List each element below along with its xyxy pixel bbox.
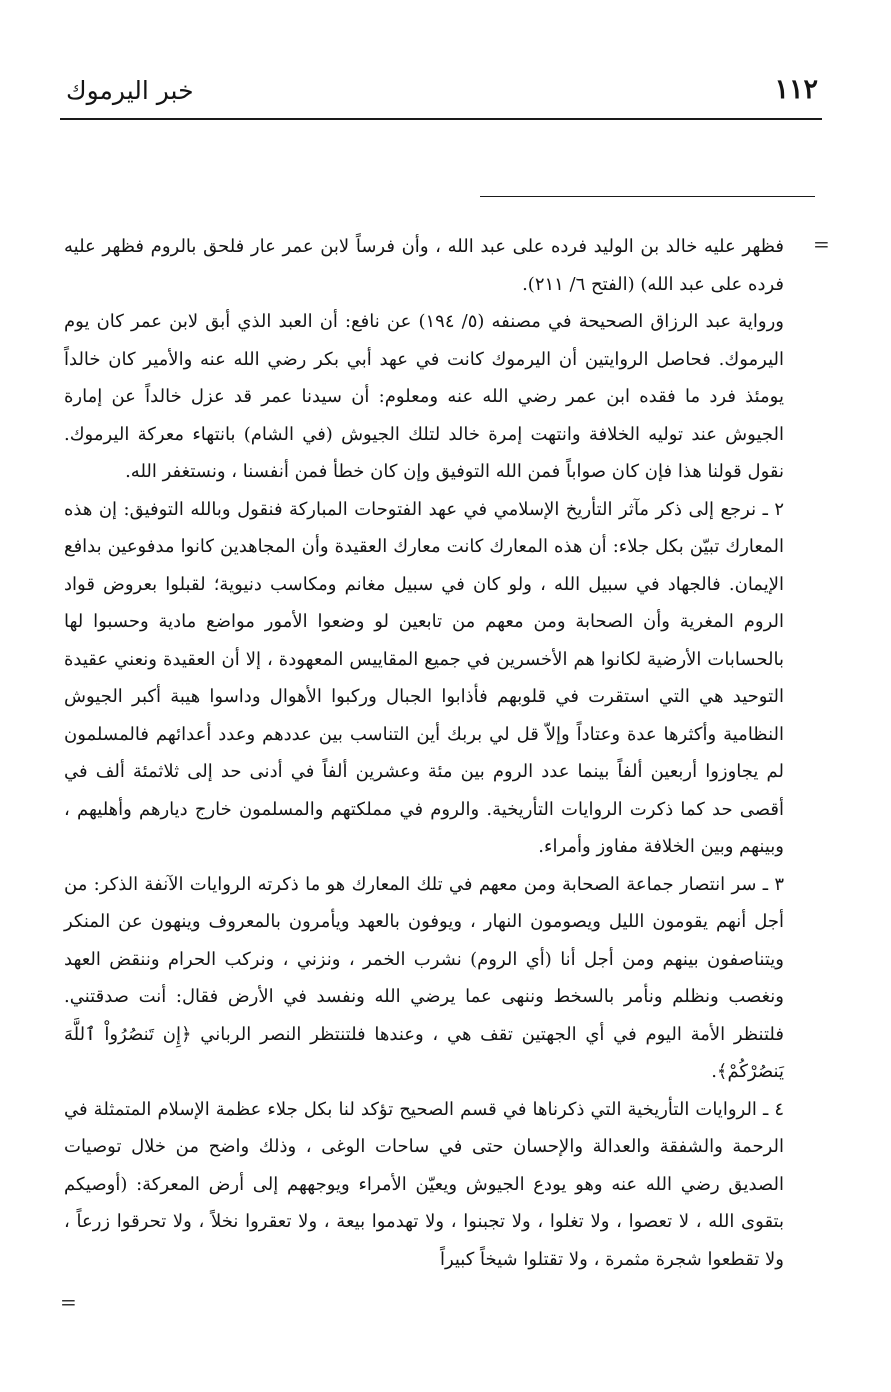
paragraph-point-2: ٢ ـ نرجع إلى ذكر مآثر التأريخ الإسلامي في عهد الفتوحات المباركة فنقول وبالله التوفيق: إن هذه المعارك تبيّن بكل جلاء: أن هذه المعارك كانت معارك العقيدة وأن المجاهدين كانوا مدفوعين بدافع الإيمان. فالجهاد في سبيل الله ، ولو كان في سبيل مغانم ومكاسب دنيوية؛ لقبلوا بعروض قواد الروم المغرية وأن الصحابة ومن معهم من تابعين لو وضعوا الأمور مواضع مادية وحسبوا لها بالحسابات الأرضية لكانوا هم الأخسرين في جميع المقاييس المعهودة ، إلا أن العقيدة ونعني عقيدة التوحيد هي التي استقرت في قلوبهم فأذابوا الجبال وركبوا الأهوال وداسوا هيبة أكبر الجيوش النظامية وأكثرها عدة وعتاداً وإلاّ قل لي بربك أين التناسب بين عددهم وعدد أعدائهم فالمسلمون لم يجاوزوا أربعين ألفاً بينما عدد الروم بين مئة وعشرين ألفاً في أدنى حد إلى ثلاثمئة ألف في أقصى حد كما ذكرت الروايات التأريخية. والروم في مملكتهم والمسلمون خارج ديارهم وأهليهم ، وبينهم وبين الخلافة مفاوز وأمراء. [64,498,784,857]
continuation-mark-top: = [813,232,830,256]
paragraph-abdulrazzaq-narration: ورواية عبد الرزاق الصحيحة في مصنفه (٥/ ١٩٤) عن نافع: أن العبد الذي أبق لابن عمر كان يوم اليرموك. فحاصل الروايتين أن اليرموك كانت في عهد أبي بكر رضي الله عنه والأمير كان خالداً يومئذ فرد ما فقده ابن عمر رضي الله عنه ومعلوم: أن سيدنا عمر قد عزل خالداً عن إمارة الجيوش عند توليه الخلافة وانتهت إمرة خالد لتلك الجيوش (في الشام) بانتهاء معركة اليرموك. نقول قولنا هذا فإن كان صواباً فمن الله التوفيق وإن كان خطأ فمن أنفسنا ، ونستغفر الله. [64,311,784,482]
header-rule [60,118,822,120]
running-title: خبر اليرموك [66,76,194,105]
paragraph-point-4: ٤ ـ الروايات التأريخية التي ذكرناها في قسم الصحيح تؤكد لنا بكل جلاء عظمة الإسلام المتمثلة في الرحمة والشفقة والعدالة والإحسان حتى في ساحات الوغى ، وذلك واضح من خلال توصيات الصديق رضي الله عنه وهو يودع الجيوش ويعيّن الأمراء ويوجههم إلى أرض المعركة: (أوصيكم بتقوى الله ، لا تعصوا ، ولا تغلوا ، ولا تجبنوا ، ولا تهدموا بيعة ، ولا تعقروا نخلاً ، ولا تحرقوا زرعاً ، ولا تقطعوا شجرة مثمرة ، ولا تقتلوا شيخاً كبيراً [64,1098,784,1270]
footnote-body [64,228,784,1278]
paragraph-point-3: ٣ ـ سر انتصار جماعة الصحابة ومن معهم في تلك المعارك هو ما ذكرته الروايات الآنفة الذكر: من أجل أنهم يقومون الليل ويصومون النهار ، ويوفون بالعهد ويأمرون بالمعروف وينهون عن المنكر ويتناصفون بينهم ومن أجل أنا (أي الروم) نشرب الخمر ، ونزني ، ونركب الحرام وننقض العهد ونغصب ونظلم ونأمر بالسخط وننهى عما يرضي الله ونفسد في الأرض فقال: أنت صدقتني. فلتنظر الأمة اليوم في أي الجهتين تقف هي ، وعندها فلتنتظر النصر الرباني ﴿إِن تَنصُرُواْ ٱللَّهَ يَنصُرْكُمْ﴾. [64,873,784,1082]
page-header [60,70,822,114]
page-number: ١١٢ [774,74,818,105]
paragraph-continuation: فظهر عليه خالد بن الوليد فرده على عبد الله ، وأن فرساً لابن عمر عار فلحق بالروم فظهر عليه فرده على عبد الله) (الفتح ٦/ ٢١١). [64,236,784,295]
continuation-mark-bottom: = [60,1290,77,1314]
footnote-separator [480,196,815,197]
